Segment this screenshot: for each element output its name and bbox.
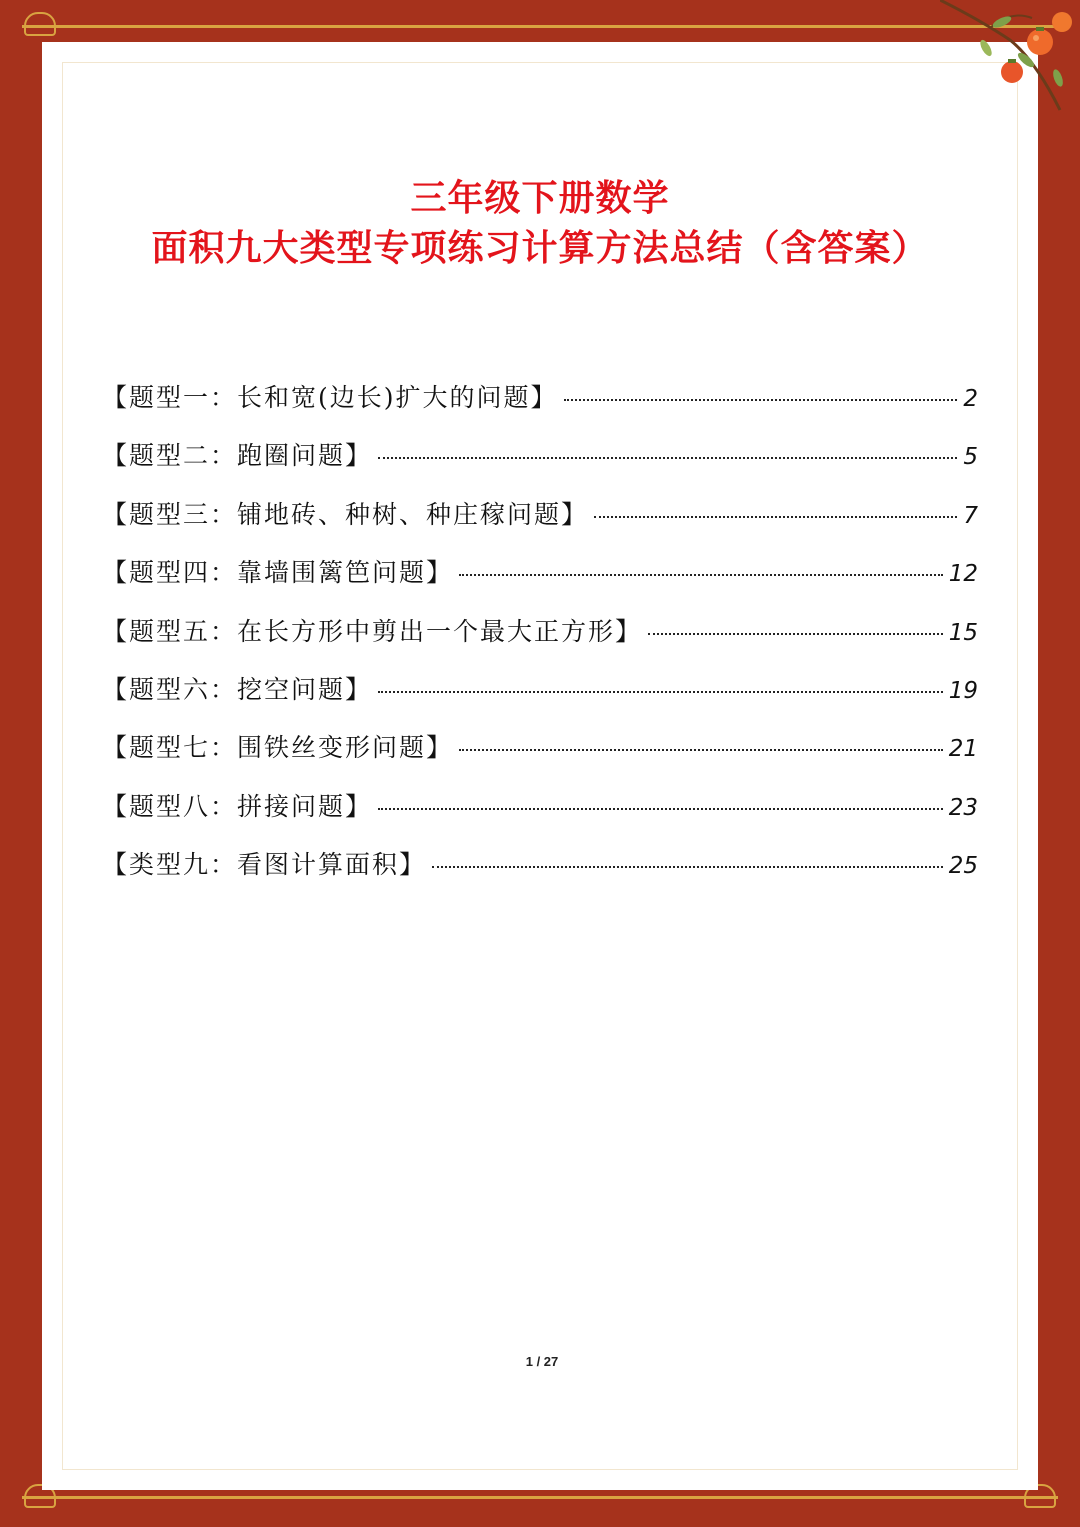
toc-leader-dots xyxy=(378,808,943,810)
toc-entry-page: 21 xyxy=(948,736,978,763)
toc-leader-dots xyxy=(378,691,943,693)
toc-entry[interactable] xyxy=(102,728,978,786)
toc-entry[interactable] xyxy=(102,845,978,903)
toc-leader-dots xyxy=(648,633,943,635)
toc-entry-label: 【题型八：拼接问题】 xyxy=(102,791,373,821)
toc-entry[interactable] xyxy=(102,553,978,611)
toc-entry-label: 【题型六：挖空问题】 xyxy=(102,674,373,704)
toc-leader-dots xyxy=(564,399,958,401)
cloud-ornament-icon xyxy=(24,12,56,36)
toc-entry-page: 25 xyxy=(948,853,978,880)
toc-entry[interactable] xyxy=(102,787,978,845)
toc-entry-page: 2 xyxy=(963,386,978,412)
toc-leader-dots xyxy=(594,516,957,518)
toc-entry[interactable] xyxy=(102,378,978,436)
document-title-line-1: 三年级下册数学 xyxy=(410,177,670,219)
frame-top-line xyxy=(22,25,1058,28)
toc-entry-label: 【题型五：在长方形中剪出一个最大正方形】 xyxy=(102,616,643,646)
toc-entry-page: 19 xyxy=(948,677,978,704)
toc-entry-label: 【类型九：看图计算面积】 xyxy=(102,850,427,880)
page-indicator: 1 / 27 xyxy=(525,1354,559,1369)
toc-entry[interactable] xyxy=(102,612,978,670)
toc-entry[interactable] xyxy=(102,436,978,494)
toc-entry-label: 【题型二：跑圈问题】 xyxy=(102,441,373,471)
persimmon-branch-icon xyxy=(940,0,1080,120)
toc-entry-page: 5 xyxy=(963,444,978,471)
toc-entry-page: 12 xyxy=(948,561,978,588)
document-page xyxy=(42,42,1038,1490)
document-title-line-2: 面积九大类型专项练习计算方法总结（含答案） xyxy=(151,227,929,269)
toc-entry-label: 【题型四：靠墙围篱笆问题】 xyxy=(102,558,454,588)
toc-entry[interactable] xyxy=(102,670,978,728)
toc-entry[interactable] xyxy=(102,495,978,553)
toc-entry-label: 【题型三：铺地砖、种树、种庄稼问题】 xyxy=(102,499,589,529)
toc-leader-dots xyxy=(459,574,943,576)
table-of-contents xyxy=(102,378,978,904)
toc-entry-label: 【题型一：长和宽(边长)扩大的问题】 xyxy=(102,383,558,412)
toc-leader-dots xyxy=(459,749,943,751)
toc-leader-dots xyxy=(378,457,957,459)
toc-leader-dots xyxy=(432,866,943,868)
toc-entry-label: 【题型七：围铁丝变形问题】 xyxy=(102,733,454,763)
toc-entry-page: 23 xyxy=(948,794,978,821)
frame-bottom-line xyxy=(22,1496,1058,1499)
toc-entry-page: 15 xyxy=(948,619,978,646)
toc-entry-page: 7 xyxy=(963,502,978,529)
